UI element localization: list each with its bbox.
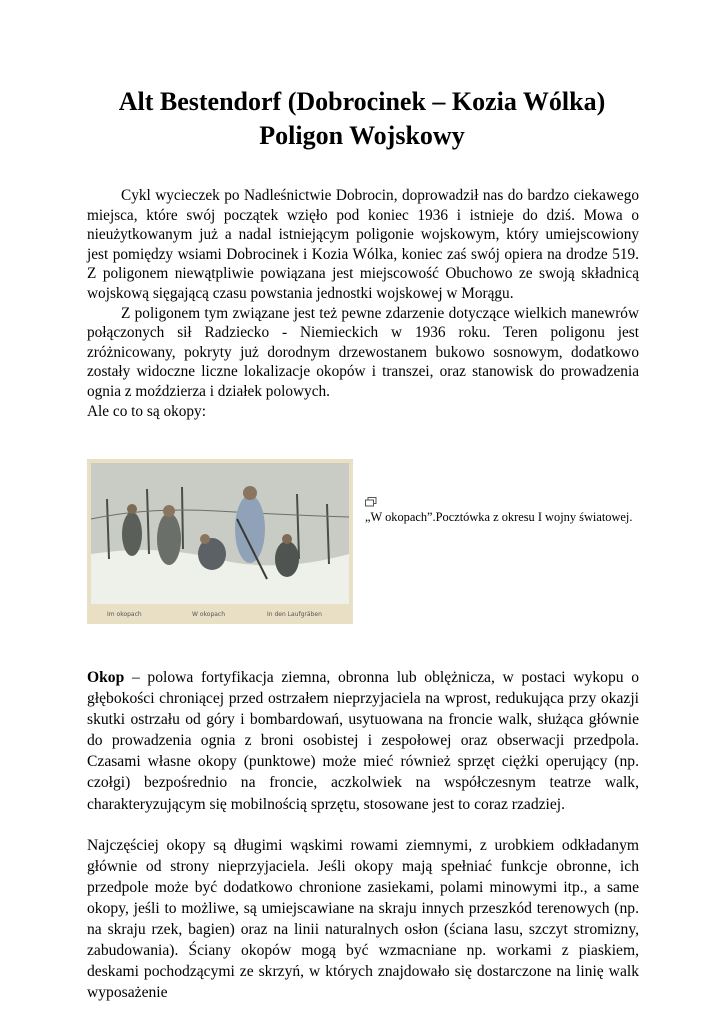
postcard-illustration xyxy=(87,459,353,624)
figure-caption xyxy=(365,497,635,525)
figure-caption-text: „W okopach”.Pocztówka z okresu I wojny światowej. xyxy=(365,510,633,524)
title-line-2: Poligon Wojskowy xyxy=(259,121,465,150)
title-line-1: Alt Bestendorf (Dobrocinek – Kozia Wólka) xyxy=(118,87,606,116)
intro-paragraph-1: Cykl wycieczek po Nadleśnictwie Dobrocin, doprowadził nas do bardzo ciekawego miejsca, które swój początek wzięło pod koniec 1936 i istnieje do dziś. Mowa o nieużytkowanym już a nadal istniejącym poligonie wojskowym, który umiejscowiony jest pomiędzy wsiami Dobrocinek i Kozia Wólka, koniec zaś swój opiera na drodze 519. Z poligonem niewątpliwie powiązana jest miejscowość Obuchowo ze swoją składnicą wojskową sięgającą czasu powstania jednostki wojskowej w Morągu. xyxy=(87,187,639,302)
definition-paragraph-2: Najczęściej okopy są długimi wąskimi rowami ziemnymi, z urobkiem odkładanym głównie od strony nieprzyjaciela. Jeśli okopy mają spełniać funkcje obronne, ich przedpole może być dodatkowo chronione zasiekami, polami minowymi itp., a same okopy, jeśli to możliwe, są umiejscawiane na skraju innych przeszkód terenowych (np. na skraju rzek, bagien) oraz na linii naturalnych osłon (ściana lasu, szczyt stromizny, zabudowania). Ściany okopów mogą być wzmacniane np. workami z piaskiem, deskami pochodzącymi ze skrzyń, w których znajdowało się dostarczone na linię walk wyposażenie xyxy=(87,836,639,1002)
postcard-image xyxy=(87,459,353,624)
postcard-label-3: In den Laufgräben xyxy=(267,611,322,618)
intro-section xyxy=(87,186,639,421)
intro-question: Ale co to są okopy: xyxy=(87,402,206,420)
definition-paragraph-1 xyxy=(87,667,639,815)
definition-section xyxy=(87,667,639,1003)
page-title xyxy=(60,85,664,153)
image-placeholder-icon xyxy=(365,497,377,507)
definition-term: Okop xyxy=(87,669,125,686)
intro-paragraph-2: Z poligonem tym związane jest też pewne zdarzenie dotyczące wielkich manewrów połączonych sił Radziecko - Niemieckich w 1936 roku. Teren poligonu jest zróżnicowany, pokryty już dorodnym drzewostanem bukowo sosnowym, dodatkowo zostały widoczne liczne lokalizacje okopów i transzei, oraz stanowisk do prowadzenia ognia z moździerza i działek polowych. xyxy=(87,304,639,400)
postcard-label-1: Im okopach xyxy=(107,611,142,618)
definition-text: – polowa fortyfikacja ziemna, obronna lub oblężnicza, w postaci wykopu o głębokości chroniącej przed ostrzałem nieprzyjaciela na wprost, redukująca przy okazji skutki ostrzału od góry i bombardowań, usytuowana na froncie walk, służąca głównie do prowadzenia ognia z broni osobistej i zespołowej oraz obserwacji przedpola. Czasami własne okopy (punktowe) może mieć również sprzęt ciężki operujący (np. czołgi) bezpośrednio na froncie, aczkolwiek na współczesnym teatrze walk, charakteryzującym się mobilnością sprzętu, stosowane jest to coraz rzadziej. xyxy=(87,669,639,813)
postcard-label-2: W okopach xyxy=(192,611,226,618)
